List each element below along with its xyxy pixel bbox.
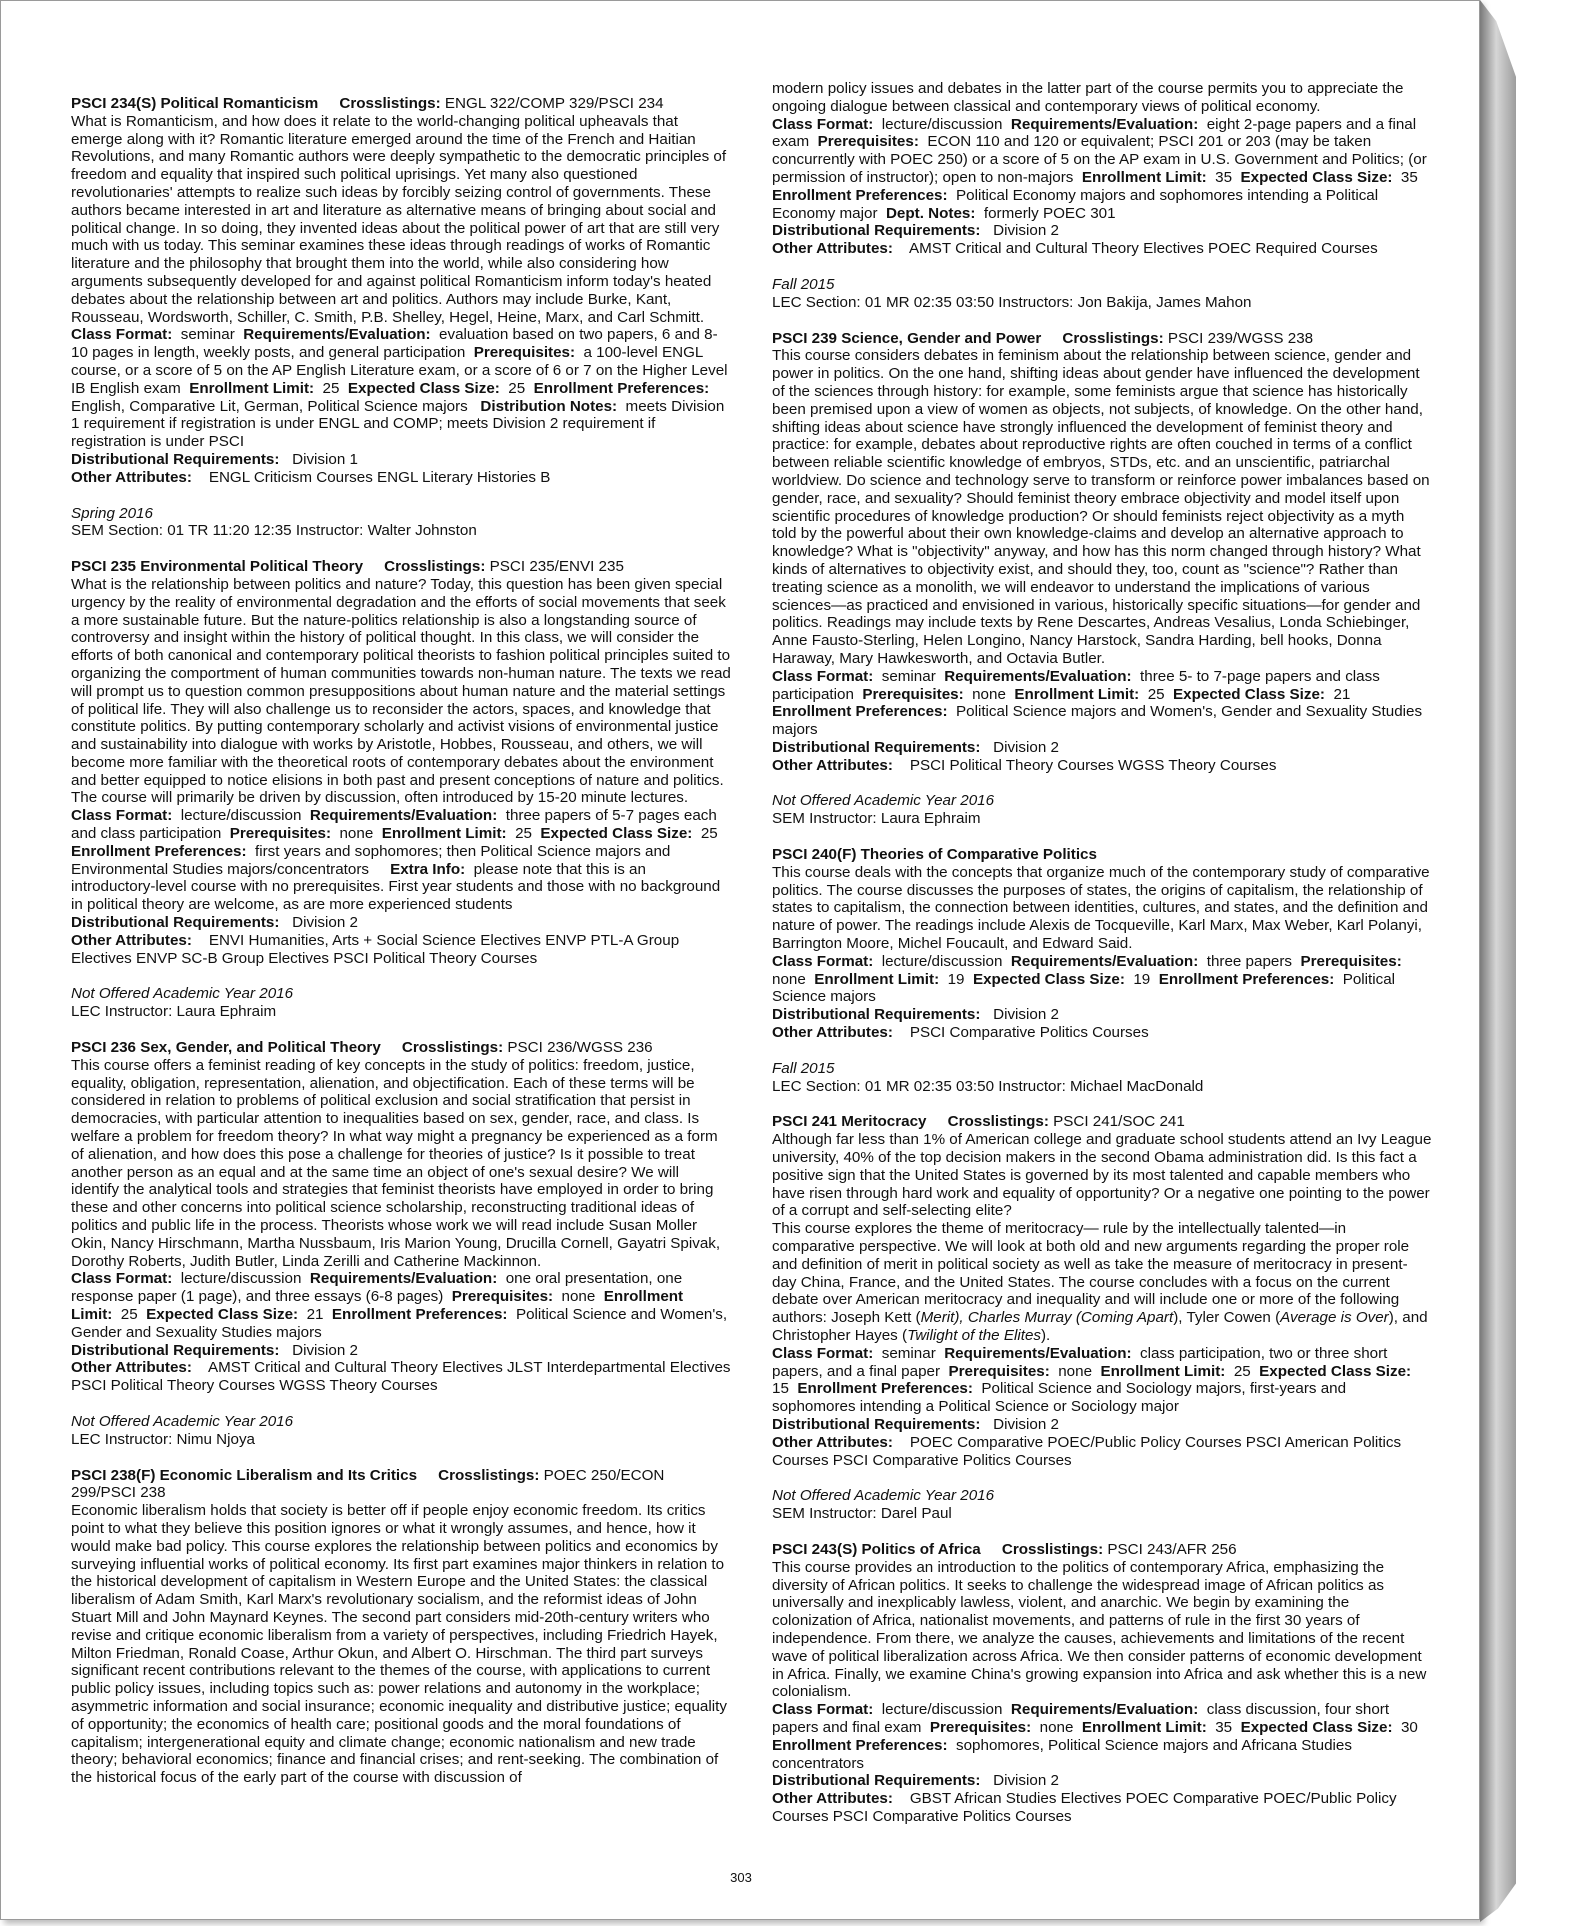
detail-label: Enrollment Limit:	[71, 1288, 684, 1323]
detail-value: 25	[322, 379, 340, 397]
detail-label: Extra Info:	[390, 860, 466, 878]
dist-value: Division 2	[993, 1772, 1059, 1790]
detail-value: Political Science and Women's, Gender and Sexuality Studies majors	[71, 1306, 728, 1341]
course-description: This course considers debates in feminism about the relationship between science, gender and power in politics. On the one hand, shifting ideas about gender have influenced the development of the sciences through history: for example, some feminists argue that science has historically been premised upon a view of women as objects, not subjects, of knowledge. On the other hand, shifting ideas about science have strongly influenced the development of feminist theory and practice: for example, debates about reproductive rights are often couched in terms of a conflict between reliable scientific knowledge of embryos, STDs, etc. and an unscientific, patriarchal worldview. Do science and technology serve to transform or reinforce power imbalances based on gender, race, and sexuality? Should feminist theory embrace objectivity and model itself upon scientific procedures of knowledge production? Or should feminists reject objectivity as a myth told by the powerful about their own knowledge-claims and develop an alternative approach to knowledge? What is "objectivity" anyway, and how has this norm changed through history? What kinds of alternatives to objectivity exist, and should they, too, count as "science"? Rather than treating science as a monolith, we will endeavor to understand the implications of various sciences—as practiced and envisioned in various, historically specific situations—for gender and politics. Readings may include texts by Rene Descartes, Andreas Vesalius, Londa Schiebinger, Anne Fausto-Sterling, Helen Longino, Nancy Harstock, Sandra Harding, bell hooks, Donna Haraway, Mary Hawkesworth, and Octavia Butler.	[772, 347, 1430, 667]
detail-value: 25	[700, 825, 718, 843]
crosslistings-label: Crosslistings:	[438, 1466, 540, 1484]
detail-value: English, Comparative Lit, German, Political Science majors	[71, 397, 468, 415]
detail-label: Enrollment Limit:	[381, 825, 507, 843]
detail-label: Enrollment Preferences:	[797, 1380, 973, 1398]
other-label: Other Attributes:	[71, 931, 192, 949]
detail-label: Class Format:	[772, 1701, 874, 1719]
detail-label: Expected Class Size:	[1259, 1362, 1412, 1380]
detail-label: Expected Class Size:	[1173, 685, 1325, 703]
detail-value: Political Science and Sociology majors, first-years and sophomores intending a Political Science or Sociology major	[772, 1380, 1347, 1416]
course-description: This course deals with the concepts that organize much of the contemporary study of comparative politics. The course discusses the purposes of states, the origins of capitalism, the relationship of states to capitalism, the connection between identities, cultures, and states, and the definition and nature of power. The readings include Alexis de Tocqueville, Karl Marx, Max Weber, Karl Polanyi, Barrington Moore, Michel Foucault, and Edward Said.	[772, 863, 1430, 953]
detail-label: Expected Class Size:	[347, 379, 500, 397]
course-psci-238	[71, 1467, 731, 1787]
book-title: Average is Over	[1280, 1309, 1389, 1327]
dist-label: Distributional Requirements:	[772, 1772, 981, 1790]
course-psci-238-continued	[772, 80, 1432, 312]
course-heading	[71, 95, 731, 113]
course-psci-235	[71, 558, 731, 1021]
desc-text: This course explores the theme of meritocracy— rule by the intellectually talented—in comparative perspective. We will look at both old and new arguments regarding the proper role and definition of merit in political society as well as take the measure of meritocracy in present-day China, France, and the United States. The course concludes with a focus on the current debate over American meritocracy and inequality and will include one or more of the following authors: Joseph Kett (	[772, 1220, 1410, 1327]
other-attributes	[71, 932, 731, 968]
detail-value: class participation, two or three short papers, and a final paper	[772, 1344, 1388, 1380]
detail-label: Requirements/Evaluation:	[309, 807, 498, 825]
term: Fall 2015	[772, 1059, 835, 1077]
dist-value: Division 2	[292, 914, 358, 932]
dist-value: Division 2	[993, 1415, 1059, 1433]
distributional-requirements	[71, 1342, 731, 1360]
other-attributes	[71, 469, 731, 487]
crosslistings-label: Crosslistings:	[339, 95, 441, 112]
detail-value: lecture/discussion	[881, 952, 1003, 970]
course-heading	[772, 846, 1432, 864]
detail-label: Enrollment Limit:	[1081, 168, 1207, 186]
detail-label: Enrollment Preferences:	[1158, 970, 1335, 988]
detail-value: please note that this is an introductory-level course with no prerequisites. First year students and those with no background in political theory are welcome, as are more experienced students	[71, 860, 721, 914]
dist-value: Division 2	[993, 1006, 1059, 1024]
crosslistings-value: PSCI 235/ENVI 235	[489, 558, 624, 576]
detail-value: eight 2-page papers and a final exam	[772, 115, 1417, 151]
section-info: LEC Section: 01 MR 02:35 03:50 Instructors: Jon Bakija, James Mahon	[772, 293, 1252, 311]
term: Fall 2015	[772, 275, 835, 293]
page-number: 303	[730, 1870, 752, 1885]
dist-value: Division 2	[292, 1341, 358, 1359]
detail-value: 25	[1147, 685, 1165, 703]
other-attributes	[772, 1434, 1432, 1470]
detail-value: class discussion, four short papers and final exam	[772, 1701, 1390, 1736]
course-title: PSCI 238(F) Economic Liberalism and Its Critics	[71, 1466, 418, 1484]
detail-value: formerly POEC 301	[983, 204, 1116, 222]
desc-text: ), Tyler Cowen (	[1173, 1309, 1281, 1327]
distributional-requirements	[772, 739, 1432, 757]
crosslistings-value: ENGL 322/COMP 329/PSCI 234	[444, 95, 664, 112]
section-info: LEC Instructor: Nimu Njoya	[71, 1430, 255, 1448]
crosslistings-label: Crosslistings:	[1001, 1540, 1104, 1558]
course-title: PSCI 236 Sex, Gender, and Political Theory	[71, 1039, 381, 1057]
detail-label: Requirements/Evaluation:	[1010, 952, 1199, 970]
course-description: What is the relationship between politics and nature? Today, this question has been given special urgency by the reality of environmental degradation and the efforts of social movements that seek a more sustainable future. But the nature-politics relationship is also a longstanding source of controversy and insight within the history of political thought. In this class, we will consider the efforts of both canonical and contemporary political theorists to fashion political principles suited to organizing the comportment of human communities towards non-human nature. The texts we read will prompt us to question common presuppositions about human nature and the material settings of political life. They will also challenge us to reconsider the actors, spaces, and knowledge that constitute politics. By putting contemporary scholarly and activist visions of environmental justice and sustainability into dialogue with works by Aristotle, Hobbes, Rousseau, and others, we will become more familiar with the theoretical roots of contemporary debates about the environment and better equipped to notice elisions in both past and present conceptions of nature and politics. The course will primarily be driven by discussion, often introduced by 15-20 minute lectures.	[71, 575, 731, 807]
section-info: SEM Instructor: Laura Ephraim	[772, 810, 981, 828]
course-psci-234	[71, 95, 731, 540]
course-details	[71, 1270, 731, 1341]
detail-value: three papers	[1206, 952, 1292, 970]
other-value: ENVI Humanities, Arts + Social Science Electives ENVP PTL-A Group Electives ENVP SC-B Group Electives PSCI Political Theory Courses	[71, 931, 680, 967]
detail-value: none	[339, 825, 374, 843]
dist-value: Division 2	[993, 738, 1059, 756]
other-label: Other Attributes:	[772, 240, 893, 258]
crosslistings-value: PSCI 241/SOC 241	[1053, 1113, 1185, 1131]
detail-value: none	[1058, 1362, 1093, 1380]
other-value: AMST Critical and Cultural Theory Electives POEC Required Courses	[908, 240, 1378, 258]
other-value: GBST African Studies Electives POEC Comparative POEC/Public Policy Courses PSCI Comparative Politics Courses	[772, 1790, 1397, 1825]
course-title: PSCI 239 Science, Gender and Power	[772, 329, 1042, 347]
course-description: This course offers a feminist reading of key concepts in the study of politics: freedom, justice, equality, obligation, representation, alienation, and objectification. Each of these terms will be considered in relation to problems of political exclusion and social stratification that persist in democracies, with particular attention to inequalities based on sex, gender, race, and class. Is welfare a problem for freedom theory? In what way might a pregnancy be experienced as a form of alienation, and how does this pose a challenge for theories of justice? Is it possible to treat another person as an equal and at the same time an object of one's sexual desire? We will identify the analytical tools and strategies that feminist theorists have employed in order to bring these and other concerns into political science scholarship, reconstructing traditional ideas of politics and public life in the process. Theorists whose work we will read include Susan Moller Okin, Nancy Hirschmann, Martha Nussbaum, Iris Marion Young, Drucilla Cornell, Gayatri Spivak, Dorothy Roberts, Judith Butler, Linda Zerilli and Catherine Mackinnon.	[71, 1056, 721, 1270]
other-attributes	[772, 757, 1432, 775]
course-details	[772, 668, 1432, 739]
detail-value: 35	[1400, 168, 1418, 186]
course-heading	[71, 1467, 731, 1503]
other-attributes	[772, 240, 1432, 258]
detail-label: Requirements/Evaluation:	[944, 1344, 1132, 1362]
detail-value: seminar	[881, 1344, 936, 1362]
other-attributes	[772, 1024, 1432, 1042]
course-details	[772, 953, 1432, 1006]
section-info: LEC Section: 01 MR 02:35 03:50 Instructor: Michael MacDonald	[772, 1077, 1204, 1095]
course-details	[71, 807, 731, 914]
detail-label: Expected Class Size:	[146, 1306, 299, 1323]
detail-value: lecture/discussion	[881, 1701, 1003, 1719]
detail-label: Enrollment Limit:	[1014, 685, 1140, 703]
term: Not Offered Academic Year 2016	[772, 792, 995, 810]
course-heading	[71, 558, 731, 576]
detail-value: Political Science majors and Women's, Gender and Sexuality Studies majors	[772, 703, 1423, 739]
course-heading	[772, 330, 1432, 348]
crosslistings-value: PSCI 239/WGSS 238	[1167, 329, 1314, 347]
detail-label: Prerequisites:	[229, 825, 332, 843]
distributional-requirements	[772, 1772, 1432, 1790]
other-label: Other Attributes:	[772, 756, 893, 774]
detail-value: seminar	[881, 667, 936, 685]
other-value: AMST Critical and Cultural Theory Electives JLST Interdepartmental Electives PSCI Political Theory Courses WGSS Theory Courses	[71, 1359, 731, 1395]
detail-value: seminar	[180, 326, 235, 344]
other-label: Other Attributes:	[772, 1024, 893, 1042]
course-heading	[772, 1113, 1432, 1131]
course-description: Although far less than 1% of American college and graduate school students attend an Ivy League university, 40% of the top decision makers in the second Obama administration did. Is this fact a positive sign that the United States is governed by its most talented and capable members who have risen through hard work and equality of opportunity? Or a negative one pointing to the power of a corrupt and self-selecting elite?	[772, 1131, 1432, 1220]
desc-text: ), and Christopher Hayes (	[772, 1309, 1428, 1344]
detail-label: Enrollment Limit:	[814, 970, 940, 988]
other-label: Other Attributes:	[71, 468, 192, 486]
course-description: Economic liberalism holds that society is better off if people enjoy economic freedom. Its critics point to what they believe this position ignores or what it wrongly assumes, and hence, how it would make bad policy. This course explores the relationship between politics and economics by surveying influential works of political economy. Its first part examines major thinkers in relation to the historical development of capitalism in Western Europe and the United States: the classical liberalism of Adam Smith, Karl Marx's revolutionary socialism, and the reformist ideas of John Stuart Mill and John Maynard Keynes. The second part considers mid-20th-century writers who revise and critique economic liberalism from a variety of perspectives, including Friedrich Hayek, Milton Friedman, Ronald Coase, Arthur Okun, and Albert O. Hirschman. The third part surveys significant recent contributions relevant to the themes of the course, with applications to current public policy issues, including topics such as: power relations and autonomy in the workplace; asymmetric information and social insurance; economic inequality and distributive justice; equality of opportunity; the economics of health care; positional goods and the moral foundations of capitalism; intergenerational equity and climate change; economic nationalism and new trade theory; behavioral economics; finance and financial crises; and rent-seeking. The combination of the historical focus of the early part of the course with discussion of	[71, 1502, 727, 1787]
distributional-requirements	[71, 451, 731, 469]
detail-label: Enrollment Limit:	[1100, 1362, 1226, 1380]
book-title: Merit), Charles Murray (Coming Apart	[920, 1309, 1174, 1327]
detail-value: three papers of 5-7 pages each and class participation	[71, 807, 717, 843]
course-psci-243	[772, 1541, 1432, 1826]
course-description: This course provides an introduction to the politics of contemporary Africa, emphasizing the diversity of African politics. It seeks to challenge the widespread image of African politics as universally and inexplicably lawless, violent, and anarchic. We begin by examining the colonization of Africa, nationalist movements, and patterns of rule in the first 30 years of independence. From there, we analyze the causes, achievements and limitations of the recent wave of political liberalization across Africa. We then consider patterns of economic development in Africa. Finally, we examine China's growing expansion into Africa and ask whether this is a new colonialism.	[772, 1558, 1427, 1701]
detail-label: Enrollment Limit:	[189, 379, 315, 397]
course-description: modern policy issues and debates in the latter part of the course permits you to appreciate the ongoing dialogue between classical and contemporary views of political economy.	[772, 80, 1404, 115]
detail-value: a 100-level ENGL course, or a score of 5 on the AP English Literature exam, or a score of 6 or 7 on the Higher Level IB English exam	[71, 344, 728, 397]
dist-label: Distributional Requirements:	[71, 914, 280, 932]
detail-value: none	[561, 1288, 596, 1306]
crosslistings-value: PSCI 236/WGSS 236	[507, 1039, 653, 1057]
detail-value: lecture/discussion	[881, 115, 1003, 133]
crosslistings-label: Crosslistings:	[1062, 329, 1164, 347]
detail-value: none	[1039, 1718, 1074, 1736]
dist-label: Distributional Requirements:	[772, 738, 981, 756]
crosslistings-label: Crosslistings:	[947, 1113, 1049, 1131]
right-column	[772, 80, 1432, 1844]
other-value: ENGL Criticism Courses ENGL Literary Histories B	[208, 468, 551, 486]
course-title: PSCI 235 Environmental Political Theory	[71, 558, 364, 576]
book-title: Twilight of the Elites	[907, 1327, 1041, 1344]
term: Not Offered Academic Year 2016	[71, 985, 294, 1003]
page-curl-shadow	[1480, 0, 1516, 1922]
other-attributes	[772, 1790, 1432, 1826]
dist-label: Distributional Requirements:	[772, 1415, 981, 1433]
detail-label: Expected Class Size:	[540, 825, 693, 843]
detail-value: 25	[120, 1306, 138, 1323]
course-heading	[772, 1541, 1432, 1559]
section-info: SEM Section: 01 TR 11:20 12:35 Instructor: Walter Johnston	[71, 522, 477, 540]
detail-value: none	[972, 685, 1006, 703]
other-value: POEC Comparative POEC/Public Policy Courses PSCI American Politics Courses PSCI Comparative Politics Courses	[772, 1433, 1402, 1469]
detail-value: Political Science majors	[772, 970, 1396, 1006]
distributional-requirements	[772, 222, 1432, 240]
term: Not Offered Academic Year 2016	[772, 1487, 995, 1505]
term: Spring 2016	[71, 504, 153, 522]
detail-label: Enrollment Preferences:	[772, 1736, 948, 1754]
course-psci-236	[71, 1039, 731, 1449]
distributional-requirements	[772, 1416, 1432, 1434]
detail-label: Dept. Notes:	[885, 204, 976, 222]
detail-label: Enrollment Preferences:	[331, 1306, 508, 1323]
detail-value: none	[772, 970, 806, 988]
crosslistings-label: Crosslistings:	[384, 558, 486, 576]
detail-label: Class Format:	[71, 1270, 173, 1288]
other-label: Other Attributes:	[772, 1433, 893, 1451]
crosslistings-value: POEC 250/ECON 299/PSCI 238	[71, 1466, 665, 1502]
detail-label: Expected Class Size:	[972, 970, 1125, 988]
course-title: PSCI 241 Meritocracy	[772, 1113, 927, 1131]
detail-value: 25	[1233, 1362, 1251, 1380]
detail-value: lecture/discussion	[180, 1270, 302, 1288]
detail-label: Enrollment Preferences:	[71, 842, 247, 860]
detail-label: Requirements/Evaluation:	[944, 667, 1132, 685]
dist-label: Distributional Requirements:	[71, 450, 280, 468]
course-details	[772, 1345, 1432, 1416]
crosslistings-label: Crosslistings:	[401, 1039, 504, 1057]
detail-label: Prerequisites:	[948, 1362, 1050, 1380]
detail-label: Class Format:	[71, 326, 173, 344]
dist-label: Distributional Requirements:	[71, 1341, 280, 1359]
desc-text: ).	[1041, 1327, 1051, 1344]
dist-label: Distributional Requirements:	[772, 222, 981, 240]
course-title: PSCI 243(S) Politics of Africa	[772, 1540, 981, 1558]
detail-label: Expected Class Size:	[1240, 1718, 1393, 1736]
detail-label: Prerequisites:	[1300, 952, 1402, 970]
distributional-requirements	[772, 1006, 1432, 1024]
detail-value: 35	[1215, 168, 1233, 186]
dist-value: Division 1	[292, 450, 358, 468]
detail-label: Enrollment Preferences:	[772, 703, 948, 721]
section-info: LEC Instructor: Laura Ephraim	[71, 1003, 277, 1021]
course-details	[772, 1701, 1432, 1772]
detail-value: 25	[515, 825, 532, 843]
course-psci-241	[772, 1113, 1432, 1523]
detail-value: meets Division 1 requirement if registration is under ENGL and COMP; meets Division 2 requirement if registration is under PSCI	[71, 397, 725, 451]
course-title: PSCI 234(S) Political Romanticism	[71, 95, 319, 112]
detail-label: Enrollment Preferences:	[772, 186, 948, 204]
detail-value: three 5- to 7-page papers and class participation	[772, 667, 1380, 703]
detail-label: Class Format:	[71, 807, 173, 825]
crosslistings-value: PSCI 243/AFR 256	[1107, 1540, 1237, 1558]
detail-value: 21	[306, 1306, 324, 1323]
term: Not Offered Academic Year 2016	[71, 1412, 294, 1430]
detail-value: 35	[1215, 1718, 1233, 1736]
other-attributes	[71, 1359, 731, 1395]
detail-value: sophomores, Political Science majors and Africana Studies concentrators	[772, 1736, 1352, 1772]
detail-value: 30	[1400, 1718, 1418, 1736]
detail-value: 21	[1333, 685, 1351, 703]
detail-label: Class Format:	[772, 667, 874, 685]
left-column	[71, 95, 731, 1805]
course-details	[71, 326, 731, 451]
detail-label: Enrollment Preferences:	[533, 379, 710, 397]
detail-label: Distribution Notes:	[480, 397, 618, 415]
other-value: PSCI Political Theory Courses WGSS Theory Courses	[909, 756, 1277, 774]
detail-label: Prerequisites:	[451, 1288, 554, 1306]
detail-label: Requirements/Evaluation:	[1010, 1701, 1199, 1719]
detail-value: 19	[1133, 970, 1151, 988]
course-heading	[71, 1039, 731, 1057]
detail-label: Prerequisites:	[817, 133, 919, 151]
course-title: PSCI 240(F) Theories of Comparative Politics	[772, 846, 1097, 864]
course-description-continued	[772, 1220, 1432, 1345]
detail-value: lecture/discussion	[180, 807, 302, 825]
other-label: Other Attributes:	[71, 1359, 192, 1377]
detail-label: Enrollment Limit:	[1081, 1718, 1207, 1736]
other-value: PSCI Comparative Politics Courses	[909, 1024, 1149, 1042]
course-description: What is Romanticism, and how does it relate to the world-changing political upheavals that emerge along with it? Romantic literature emerged around the time of the French and Haitian Revolutions, and many Romantic authors were deeply sympathetic to the democratic principles of freedom and equality that inspired such political uprisings. Yet many also questioned revolutionaries' attempts to realize such ideas by forcibly seizing control of governments. These authors became interested in art and literature as alternative means of bringing about social and political change. In so doing, they invented ideas about the political power of art that are still very much with us today. This seminar examines these ideas through readings of works of Romantic literature and the philosophy that brought them into the world, while also considering how arguments subsequently developed for and against political Romanticism inform today's heated debates about the relationship between art and politics. Authors may include Burke, Kant, Rousseau, Wordsworth, Schiller, C. Smith, P.B. Shelley, Hegel, Heine, Marx, and Carl Schmitt.	[71, 112, 727, 326]
detail-value: 19	[947, 970, 965, 988]
detail-label: Class Format:	[772, 1344, 874, 1362]
detail-value: Political Economy majors and sophomores intending a Political Economy major	[772, 186, 1379, 222]
course-psci-240	[772, 846, 1432, 1095]
detail-label: Prerequisites:	[929, 1718, 1032, 1736]
distributional-requirements	[71, 914, 731, 932]
detail-label: Requirements/Evaluation:	[243, 326, 431, 344]
detail-label: Class Format:	[772, 952, 874, 970]
detail-label: Requirements/Evaluation:	[1010, 115, 1199, 133]
detail-label: Prerequisites:	[473, 344, 576, 362]
section-info: SEM Instructor: Darel Paul	[772, 1505, 952, 1523]
course-details	[772, 116, 1432, 223]
dist-label: Distributional Requirements:	[772, 1006, 981, 1024]
detail-label: Prerequisites:	[862, 685, 964, 703]
detail-value: evaluation based on two papers, 6 and 8-10 pages in length, weekly posts, and general participation	[71, 326, 718, 362]
detail-value: first years and sophomores; then Political Science majors and Environmental Studies majors/concentrators	[71, 842, 671, 878]
detail-value: one oral presentation, one response paper (1 page), and three essays (6-8 pages)	[71, 1270, 683, 1306]
course-psci-239	[772, 330, 1432, 829]
detail-label: Class Format:	[772, 115, 874, 133]
detail-value: 15	[772, 1380, 789, 1398]
other-label: Other Attributes:	[772, 1790, 893, 1808]
detail-value: ECON 110 and 120 or equivalent; PSCI 201 or 203 (may be taken concurrently with POEC 250) or a score of 5 on the AP exam in U.S. Government and Politics; (or permission of instructor); open to non-majors	[772, 133, 1427, 186]
dist-value: Division 2	[993, 222, 1059, 240]
detail-label: Requirements/Evaluation:	[309, 1270, 498, 1288]
detail-label: Expected Class Size:	[1240, 168, 1393, 186]
detail-value: 25	[508, 379, 526, 397]
